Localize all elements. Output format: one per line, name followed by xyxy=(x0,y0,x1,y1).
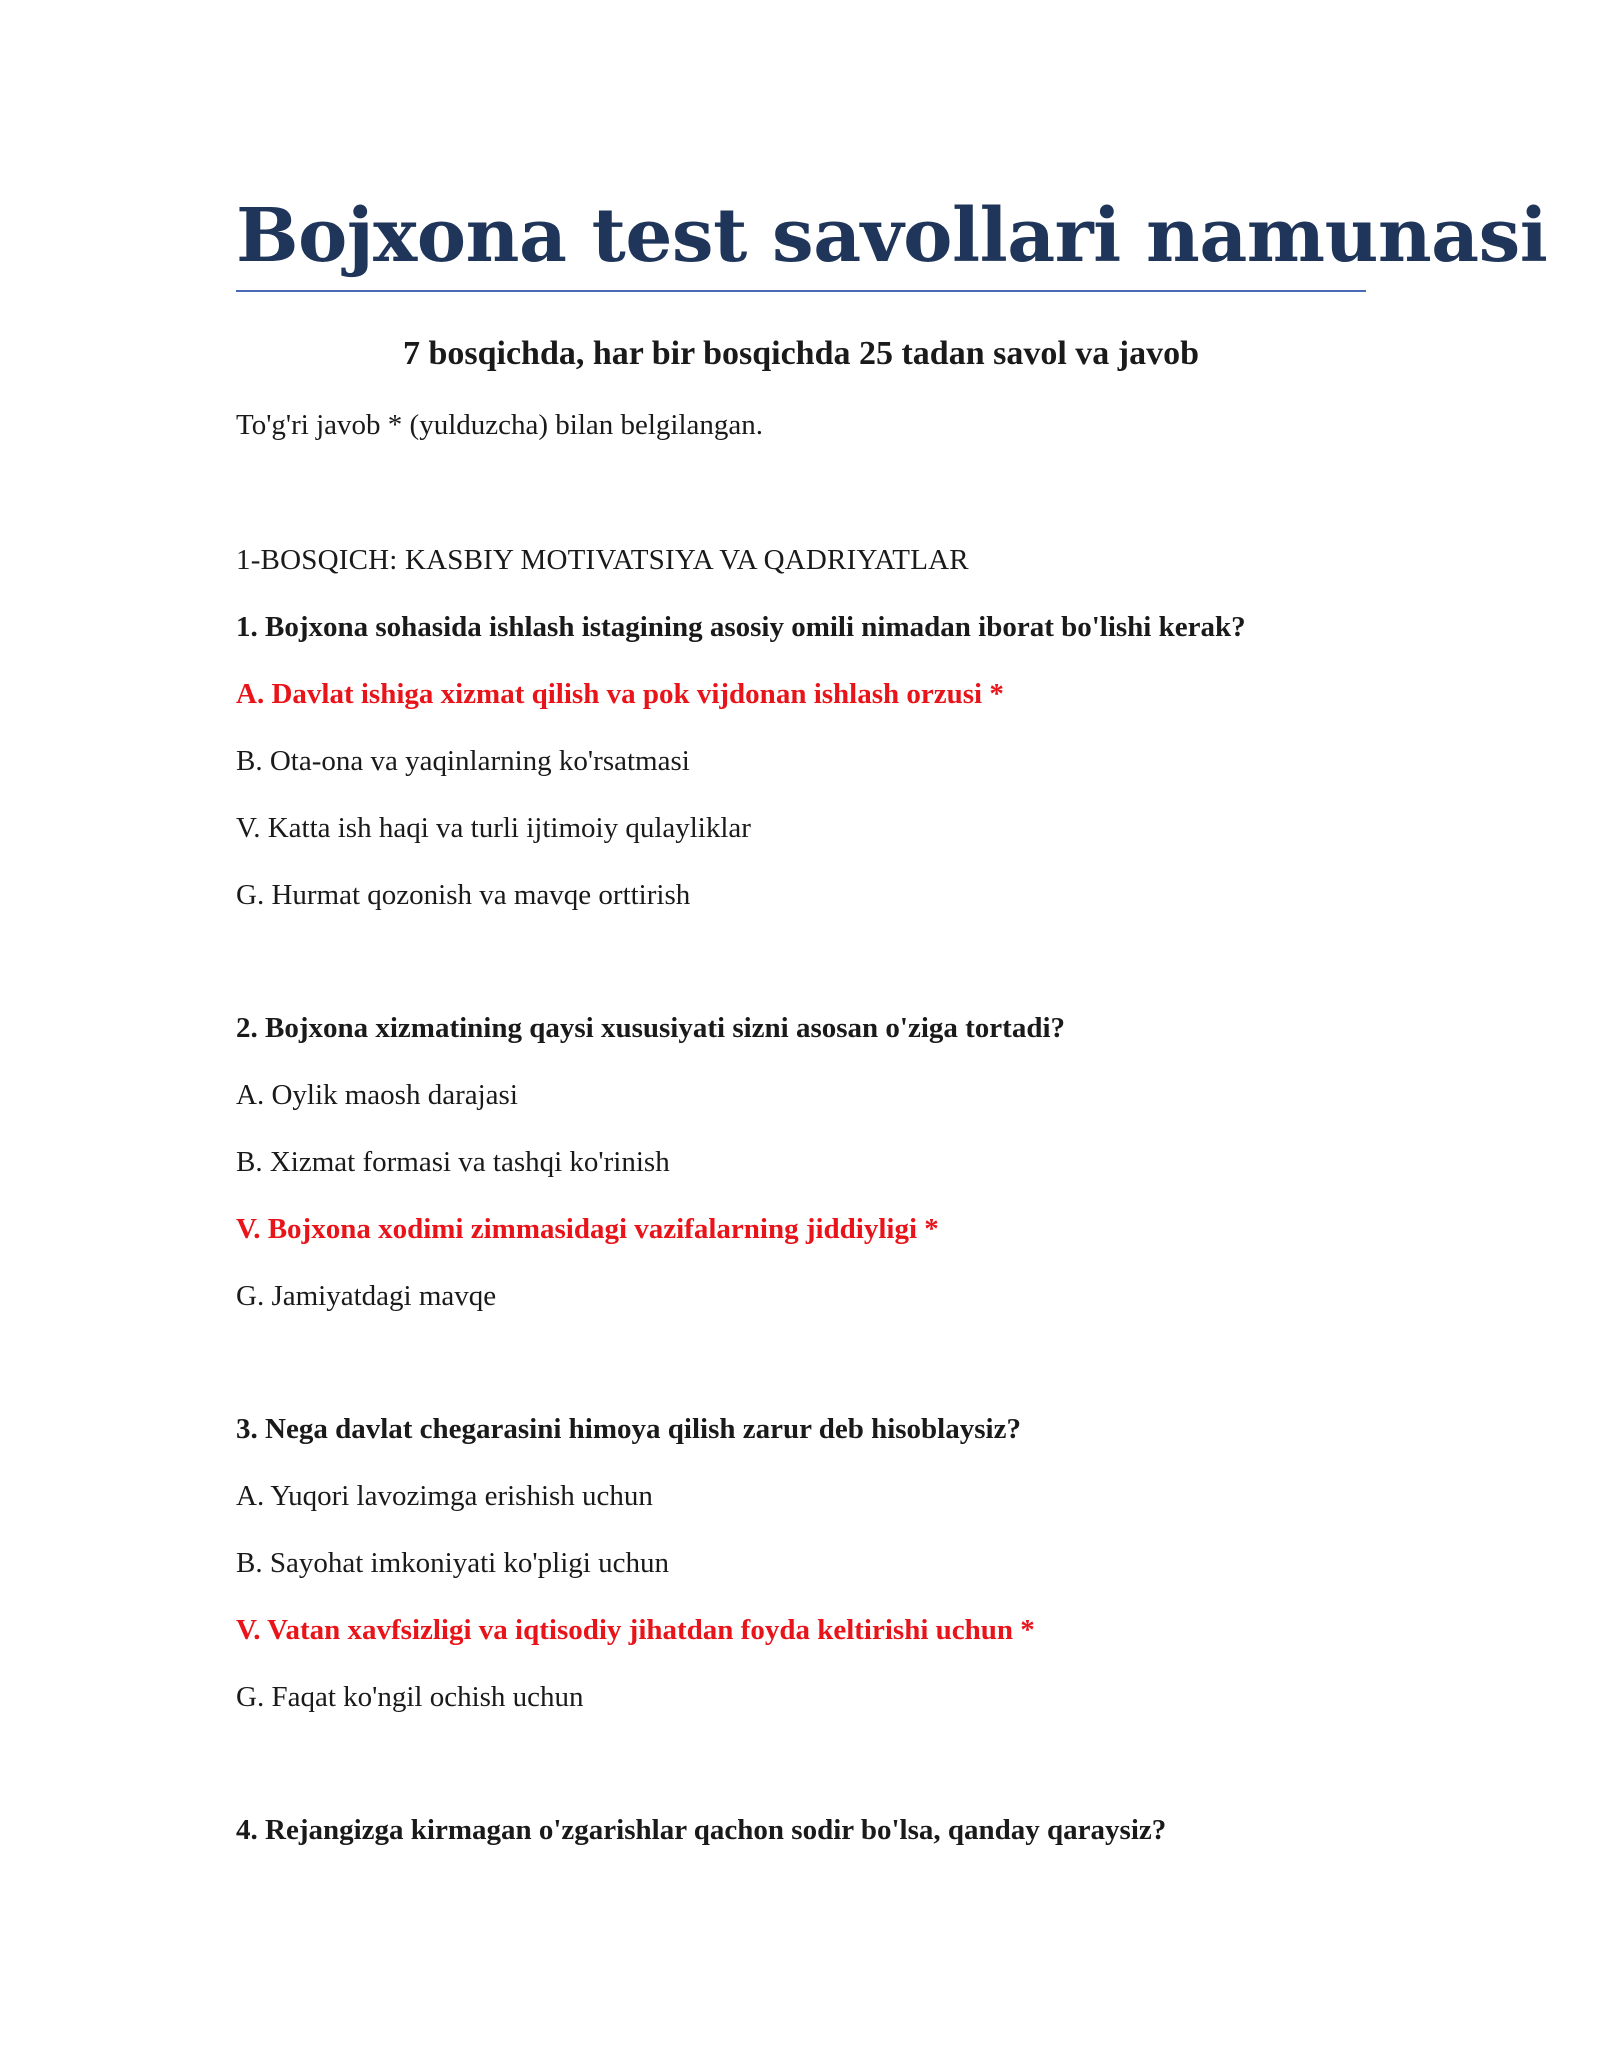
question-2-option-a: A. Oylik maosh darajasi xyxy=(236,1079,518,1111)
question-4: 4. Rejangizga kirmagan o'zgarishlar qachon sodir bo'lsa, qanday qaraysiz? xyxy=(236,1814,1167,1846)
question-1-option-g: G. Hurmat qozonish va mavqe orttirish xyxy=(236,879,691,911)
question-2-option-g: G. Jamiyatdagi mavqe xyxy=(236,1280,497,1312)
question-1-option-b: B. Ota-ona va yaqinlarning ko'rsatmasi xyxy=(236,745,690,777)
document-subtitle: 7 bosqichda, har bir bosqichda 25 tadan savol va javob xyxy=(402,335,1200,372)
question-3-option-g: G. Faqat ko'ngil ochish uchun xyxy=(236,1681,584,1713)
question-3-option-b: B. Sayohat imkoniyati ko'pligi uchun xyxy=(236,1547,669,1579)
section-heading: 1-BOSQICH: KASBIY MOTIVATSIYA VA QADRIYATLAR xyxy=(236,544,969,576)
question-1: 1. Bojxona sohasida ishlash istagining asosiy omili nimadan iborat bo'lishi kerak? xyxy=(236,611,1246,643)
question-2: 2. Bojxona xizmatining qaysi xususiyati sizni asosan o'ziga tortadi? xyxy=(236,1012,1066,1044)
question-1-option-a-correct: A. Davlat ishiga xizmat qilish va pok vijdonan ishlash orzusi * xyxy=(236,678,1004,710)
document-title: Bojxona test savollari namunasi xyxy=(236,193,1548,279)
question-2-option-v-correct: V. Bojxona xodimi zimmasidagi vazifalarning jiddiyligi * xyxy=(236,1213,939,1245)
question-3-option-a: A. Yuqori lavozimga erishish uchun xyxy=(236,1480,653,1512)
answer-key-note: To'g'ri javob * (yulduzcha) bilan belgilangan. xyxy=(236,409,764,441)
question-3-option-v-correct: V. Vatan xavfsizligi va iqtisodiy jihatdan foyda keltirishi uchun * xyxy=(236,1614,1035,1646)
title-underline xyxy=(236,290,1366,292)
question-3: 3. Nega davlat chegarasini himoya qilish zarur deb hisoblaysiz? xyxy=(236,1413,1021,1445)
question-2-option-b: B. Xizmat formasi va tashqi ko'rinish xyxy=(236,1146,670,1178)
question-1-option-v: V. Katta ish haqi va turli ijtimoiy qulayliklar xyxy=(236,812,751,844)
